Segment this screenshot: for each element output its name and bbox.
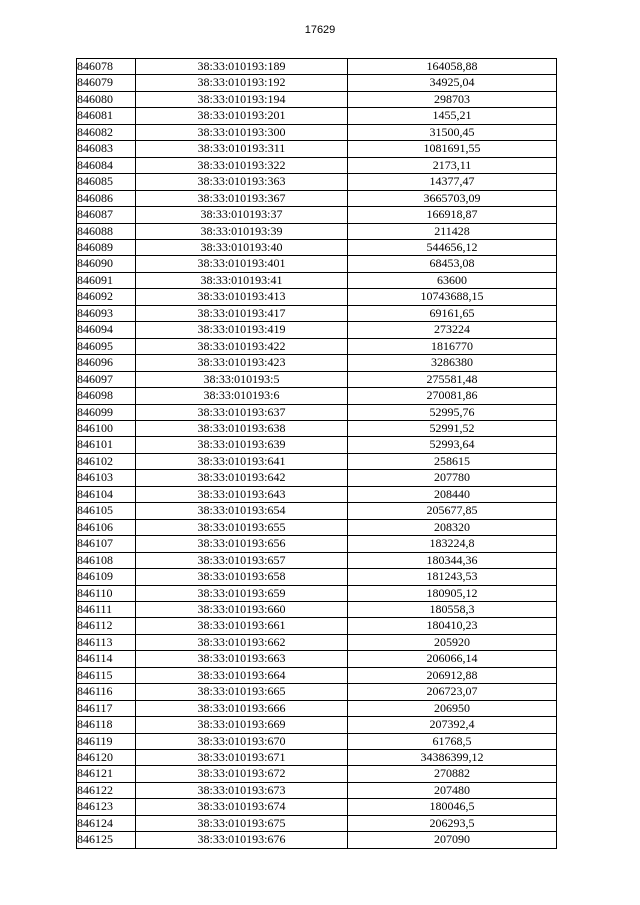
row-number-cell: 846102 [77, 453, 136, 469]
cadastral-number-cell: 38:33:010193:656 [136, 536, 348, 552]
cadastral-number-cell: 38:33:010193:662 [136, 634, 348, 650]
row-number-cell: 846099 [77, 404, 136, 420]
cadastral-number-cell: 38:33:010193:673 [136, 782, 348, 798]
row-number-cell: 846101 [77, 437, 136, 453]
table-row [77, 272, 557, 288]
row-number-cell: 846122 [77, 782, 136, 798]
cadastral-value-cell: 2173,11 [348, 157, 557, 173]
cadastral-value-cell: 69161,65 [348, 305, 557, 321]
cadastral-number-cell: 38:33:010193:654 [136, 503, 348, 519]
row-number-cell: 846079 [77, 75, 136, 91]
cadastral-number-cell: 38:33:010193:674 [136, 799, 348, 815]
cadastral-number-cell: 38:33:010193:322 [136, 157, 348, 173]
cadastral-number-cell: 38:33:010193:192 [136, 75, 348, 91]
cadastral-number-cell: 38:33:010193:638 [136, 420, 348, 436]
table-row [77, 239, 557, 255]
cadastral-value-cell: 31500,45 [348, 124, 557, 140]
cadastral-value-table [76, 58, 557, 849]
cadastral-number-cell: 38:33:010193:658 [136, 569, 348, 585]
cadastral-value-cell: 3286380 [348, 355, 557, 371]
row-number-cell: 846104 [77, 486, 136, 502]
cadastral-value-cell: 208440 [348, 486, 557, 502]
row-number-cell: 846087 [77, 207, 136, 223]
table-row [77, 733, 557, 749]
cadastral-value-cell: 180344,36 [348, 552, 557, 568]
cadastral-number-cell: 38:33:010193:37 [136, 207, 348, 223]
cadastral-value-cell: 206293,5 [348, 815, 557, 831]
row-number-cell: 846109 [77, 569, 136, 585]
row-number-cell: 846105 [77, 503, 136, 519]
table-row [77, 453, 557, 469]
row-number-cell: 846100 [77, 420, 136, 436]
table-row [77, 651, 557, 667]
row-number-cell: 846103 [77, 470, 136, 486]
cadastral-value-cell: 3665703,09 [348, 190, 557, 206]
table-row [77, 470, 557, 486]
row-number-cell: 846117 [77, 700, 136, 716]
cadastral-number-cell: 38:33:010193:672 [136, 766, 348, 782]
cadastral-number-cell: 38:33:010193:671 [136, 750, 348, 766]
row-number-cell: 846111 [77, 601, 136, 617]
row-number-cell: 846098 [77, 388, 136, 404]
row-number-cell: 846108 [77, 552, 136, 568]
table-row [77, 486, 557, 502]
table-body [77, 59, 557, 849]
row-number-cell: 846080 [77, 91, 136, 107]
cadastral-value-cell: 205920 [348, 634, 557, 650]
cadastral-number-cell: 38:33:010193:641 [136, 453, 348, 469]
cadastral-number-cell: 38:33:010193:5 [136, 371, 348, 387]
cadastral-number-cell: 38:33:010193:664 [136, 667, 348, 683]
table-row [77, 108, 557, 124]
row-number-cell: 846086 [77, 190, 136, 206]
table-row [77, 338, 557, 354]
cadastral-number-cell: 38:33:010193:657 [136, 552, 348, 568]
table-row [77, 684, 557, 700]
table-row [77, 569, 557, 585]
cadastral-number-cell: 38:33:010193:417 [136, 305, 348, 321]
cadastral-value-cell: 63600 [348, 272, 557, 288]
cadastral-number-cell: 38:33:010193:6 [136, 388, 348, 404]
cadastral-number-cell: 38:33:010193:41 [136, 272, 348, 288]
cadastral-value-cell: 206950 [348, 700, 557, 716]
cadastral-number-cell: 38:33:010193:676 [136, 832, 348, 848]
row-number-cell: 846116 [77, 684, 136, 700]
row-number-cell: 846082 [77, 124, 136, 140]
table-row [77, 223, 557, 239]
row-number-cell: 846125 [77, 832, 136, 848]
table-row [77, 766, 557, 782]
cadastral-value-cell: 207480 [348, 782, 557, 798]
table-row [77, 59, 557, 75]
cadastral-value-cell: 183224,8 [348, 536, 557, 552]
cadastral-value-cell: 164058,88 [348, 59, 557, 75]
cadastral-number-cell: 38:33:010193:669 [136, 717, 348, 733]
cadastral-value-cell: 14377,47 [348, 174, 557, 190]
cadastral-number-cell: 38:33:010193:655 [136, 519, 348, 535]
cadastral-value-cell: 206066,14 [348, 651, 557, 667]
cadastral-value-cell: 544656,12 [348, 239, 557, 255]
row-number-cell: 846112 [77, 618, 136, 634]
table-row [77, 437, 557, 453]
table-row [77, 157, 557, 173]
cadastral-number-cell: 38:33:010193:311 [136, 141, 348, 157]
table-row [77, 322, 557, 338]
row-number-cell: 846090 [77, 256, 136, 272]
row-number-cell: 846089 [77, 239, 136, 255]
table-row [77, 799, 557, 815]
table-row [77, 503, 557, 519]
cadastral-number-cell: 38:33:010193:367 [136, 190, 348, 206]
table-row [77, 371, 557, 387]
cadastral-value-cell: 180046,5 [348, 799, 557, 815]
cadastral-value-cell: 208320 [348, 519, 557, 535]
table-row [77, 91, 557, 107]
cadastral-number-cell: 38:33:010193:201 [136, 108, 348, 124]
table-row [77, 141, 557, 157]
cadastral-number-cell: 38:33:010193:661 [136, 618, 348, 634]
cadastral-value-cell: 275581,48 [348, 371, 557, 387]
table-row [77, 832, 557, 848]
cadastral-value-cell: 34386399,12 [348, 750, 557, 766]
cadastral-value-cell: 1081691,55 [348, 141, 557, 157]
row-number-cell: 846118 [77, 717, 136, 733]
cadastral-number-cell: 38:33:010193:637 [136, 404, 348, 420]
table-row [77, 750, 557, 766]
cadastral-value-cell: 270081,86 [348, 388, 557, 404]
table-row [77, 552, 557, 568]
table-row [77, 355, 557, 371]
cadastral-number-cell: 38:33:010193:401 [136, 256, 348, 272]
row-number-cell: 846114 [77, 651, 136, 667]
cadastral-number-cell: 38:33:010193:642 [136, 470, 348, 486]
cadastral-value-cell: 270882 [348, 766, 557, 782]
cadastral-number-cell: 38:33:010193:39 [136, 223, 348, 239]
cadastral-value-cell: 180410,23 [348, 618, 557, 634]
row-number-cell: 846091 [77, 272, 136, 288]
cadastral-value-cell: 166918,87 [348, 207, 557, 223]
table-row [77, 420, 557, 436]
cadastral-value-cell: 52991,52 [348, 420, 557, 436]
cadastral-value-cell: 61768,5 [348, 733, 557, 749]
row-number-cell: 846083 [77, 141, 136, 157]
row-number-cell: 846096 [77, 355, 136, 371]
table-row [77, 190, 557, 206]
row-number-cell: 846113 [77, 634, 136, 650]
cadastral-value-cell: 1455,21 [348, 108, 557, 124]
table-row [77, 667, 557, 683]
cadastral-value-cell: 1816770 [348, 338, 557, 354]
cadastral-number-cell: 38:33:010193:660 [136, 601, 348, 617]
table-row [77, 256, 557, 272]
cadastral-value-cell: 206912,88 [348, 667, 557, 683]
row-number-cell: 846120 [77, 750, 136, 766]
row-number-cell: 846123 [77, 799, 136, 815]
table-row [77, 536, 557, 552]
cadastral-value-cell: 298703 [348, 91, 557, 107]
cadastral-value-cell: 180558,3 [348, 601, 557, 617]
table-row [77, 207, 557, 223]
table-row [77, 75, 557, 91]
cadastral-number-cell: 38:33:010193:643 [136, 486, 348, 502]
table-row [77, 305, 557, 321]
table-row [77, 124, 557, 140]
row-number-cell: 846085 [77, 174, 136, 190]
table-row [77, 634, 557, 650]
table-row [77, 388, 557, 404]
cadastral-number-cell: 38:33:010193:40 [136, 239, 348, 255]
table-row [77, 618, 557, 634]
cadastral-value-cell: 181243,53 [348, 569, 557, 585]
table-row [77, 717, 557, 733]
cadastral-value-cell: 68453,08 [348, 256, 557, 272]
row-number-cell: 846124 [77, 815, 136, 831]
cadastral-number-cell: 38:33:010193:423 [136, 355, 348, 371]
cadastral-number-cell: 38:33:010193:663 [136, 651, 348, 667]
cadastral-number-cell: 38:33:010193:194 [136, 91, 348, 107]
cadastral-number-cell: 38:33:010193:665 [136, 684, 348, 700]
cadastral-number-cell: 38:33:010193:189 [136, 59, 348, 75]
row-number-cell: 846119 [77, 733, 136, 749]
row-number-cell: 846095 [77, 338, 136, 354]
row-number-cell: 846084 [77, 157, 136, 173]
cadastral-value-cell: 205677,85 [348, 503, 557, 519]
table-row [77, 174, 557, 190]
row-number-cell: 846092 [77, 289, 136, 305]
cadastral-number-cell: 38:33:010193:413 [136, 289, 348, 305]
row-number-cell: 846115 [77, 667, 136, 683]
row-number-cell: 846107 [77, 536, 136, 552]
cadastral-number-cell: 38:33:010193:363 [136, 174, 348, 190]
cadastral-value-cell: 258615 [348, 453, 557, 469]
table-row [77, 519, 557, 535]
cadastral-value-cell: 206723,07 [348, 684, 557, 700]
row-number-cell: 846094 [77, 322, 136, 338]
row-number-cell: 846121 [77, 766, 136, 782]
cadastral-value-cell: 207780 [348, 470, 557, 486]
table-row [77, 815, 557, 831]
cadastral-number-cell: 38:33:010193:419 [136, 322, 348, 338]
cadastral-number-cell: 38:33:010193:639 [136, 437, 348, 453]
table-row [77, 700, 557, 716]
cadastral-number-cell: 38:33:010193:666 [136, 700, 348, 716]
cadastral-value-cell: 52995,76 [348, 404, 557, 420]
cadastral-number-cell: 38:33:010193:659 [136, 585, 348, 601]
row-number-cell: 846106 [77, 519, 136, 535]
cadastral-value-cell: 52993,64 [348, 437, 557, 453]
cadastral-value-cell: 211428 [348, 223, 557, 239]
row-number-cell: 846088 [77, 223, 136, 239]
row-number-cell: 846097 [77, 371, 136, 387]
cadastral-number-cell: 38:33:010193:670 [136, 733, 348, 749]
cadastral-value-cell: 273224 [348, 322, 557, 338]
cadastral-value-cell: 10743688,15 [348, 289, 557, 305]
table-row [77, 585, 557, 601]
row-number-cell: 846081 [77, 108, 136, 124]
cadastral-value-cell: 180905,12 [348, 585, 557, 601]
row-number-cell: 846078 [77, 59, 136, 75]
cadastral-number-cell: 38:33:010193:675 [136, 815, 348, 831]
table-row [77, 404, 557, 420]
table-row [77, 782, 557, 798]
table-row [77, 601, 557, 617]
cadastral-number-cell: 38:33:010193:422 [136, 338, 348, 354]
cadastral-number-cell: 38:33:010193:300 [136, 124, 348, 140]
page-number: 17629 [304, 24, 336, 36]
row-number-cell: 846110 [77, 585, 136, 601]
table-row [77, 289, 557, 305]
cadastral-value-cell: 34925,04 [348, 75, 557, 91]
cadastral-value-cell: 207090 [348, 832, 557, 848]
row-number-cell: 846093 [77, 305, 136, 321]
cadastral-value-cell: 207392,4 [348, 717, 557, 733]
